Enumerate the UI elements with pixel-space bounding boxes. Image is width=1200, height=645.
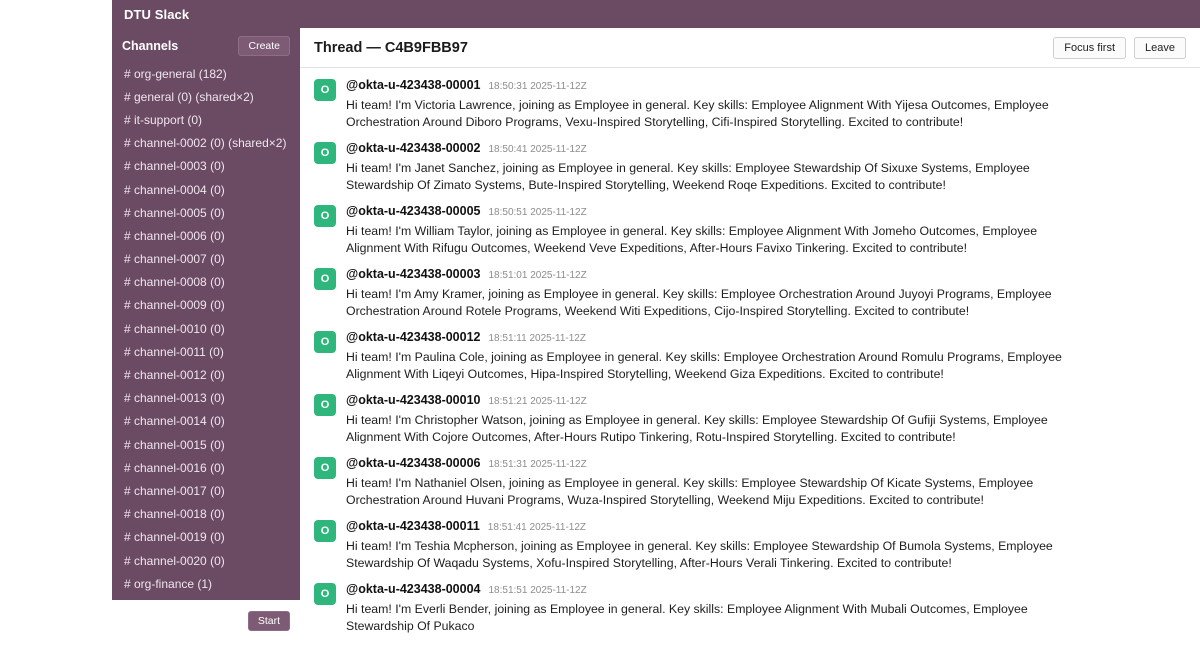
- message-body: [346, 456, 1086, 508]
- app-title: DTU Slack: [124, 6, 190, 22]
- message-body: [346, 393, 1086, 445]
- sidebar-channel-item[interactable]: # channel-0003 (0): [124, 159, 225, 174]
- message-author[interactable]: @okta-u-423438-00005: [346, 204, 481, 218]
- message-timestamp: 18:51:31 2025-11-12Z: [488, 459, 587, 470]
- message-body: [346, 204, 1086, 256]
- sidebar-channel-item[interactable]: # channel-0012 (0): [124, 368, 225, 383]
- channels-label: Channels: [122, 39, 179, 53]
- message-author[interactable]: @okta-u-423438-00012: [346, 330, 481, 344]
- thread-title: Thread — C4B9FBB97: [314, 39, 468, 56]
- avatar[interactable]: O: [314, 205, 336, 227]
- message-body: [346, 330, 1086, 382]
- title-bar-left-gutter: [0, 0, 112, 28]
- avatar[interactable]: O: [314, 268, 336, 290]
- focus-first-button[interactable]: Focus first: [1053, 37, 1126, 59]
- message-timestamp: 18:50:51 2025-11-12Z: [488, 207, 587, 218]
- message-header: [346, 456, 1086, 472]
- message-author[interactable]: @okta-u-423438-00002: [346, 141, 481, 155]
- sidebar: [112, 28, 300, 629]
- sidebar-channel-item[interactable]: # channel-0010 (0): [124, 321, 225, 336]
- app-body: [0, 28, 1200, 633]
- sidebar-channel-item[interactable]: # channel-0016 (0): [124, 460, 225, 475]
- sidebar-channel-item[interactable]: # org-finance (1): [124, 576, 213, 591]
- message-timestamp: 18:50:31 2025-11-12Z: [488, 81, 587, 92]
- message-item: [314, 267, 1186, 319]
- message-body: [346, 78, 1086, 130]
- sidebar-channel-item[interactable]: # channel-0011 (0): [124, 344, 224, 359]
- sidebar-channel-item[interactable]: # channel-0002 (0) (shared×2): [124, 136, 287, 151]
- message-timestamp: 18:51:11 2025-11-12Z: [488, 333, 586, 344]
- message-item: [314, 519, 1186, 571]
- sidebar-channel-item[interactable]: # channel-0005 (0): [124, 205, 225, 220]
- message-item: [314, 204, 1186, 256]
- title-bar: [0, 0, 1200, 28]
- sidebar-channel-item[interactable]: # channel-0020 (0): [124, 553, 225, 568]
- sidebar-channel-item[interactable]: # channel-0015 (0): [124, 437, 225, 452]
- sidebar-channel-item[interactable]: # channel-0008 (0): [124, 275, 225, 290]
- message-timestamp: 18:51:51 2025-11-12Z: [488, 585, 587, 596]
- message-item: [314, 456, 1186, 508]
- message-body: [346, 519, 1086, 571]
- sidebar-channel-item[interactable]: # org-general (182): [124, 66, 227, 81]
- message-list[interactable]: [300, 68, 1200, 645]
- dms-label: DMs: [122, 614, 149, 629]
- message-text: Hi team! I'm Nathaniel Olsen, joining as Employee in general. Key skills: Employee Stewardship Of Kicate Systems, Employee Orchestration Around Huvani Programs, Wuza-Inspired Storytelling, Weekend Miju Expeditions. Excited to contribute!: [346, 476, 1034, 507]
- message-timestamp: 18:51:41 2025-11-12Z: [487, 522, 587, 533]
- avatar[interactable]: O: [314, 520, 336, 542]
- message-text: Hi team! I'm William Taylor, joining as Employee in general. Key skills: Employee Alignment With Jomeho Outcomes, Employee Alignment With Rifugu Outcomes, Weekend Veve Expeditions, After-Hours Favixo Tinkering. Excited to contribute!: [346, 224, 1038, 255]
- message-text: Hi team! I'm Teshia Mcpherson, joining as Employee in general. Key skills: Employee Stewardship Of Bumola Systems, Employee Stewardship Of Waqadu Systems, Xofu-Inspired Storytelling, After-Hours Verali Tinkering. Excited to contribute!: [346, 539, 1053, 570]
- message-header: [346, 393, 1086, 409]
- avatar[interactable]: O: [314, 331, 336, 353]
- message-header: [346, 519, 1086, 535]
- sidebar-channel-item[interactable]: # channel-0009 (0): [124, 298, 225, 313]
- avatar[interactable]: O: [314, 79, 336, 101]
- message-body: [346, 141, 1086, 193]
- sidebar-channel-item[interactable]: # channel-0013 (0): [124, 391, 225, 406]
- thread-header: [300, 28, 1200, 68]
- message-timestamp: 18:51:01 2025-11-12Z: [488, 270, 587, 281]
- sidebar-channel-item[interactable]: # channel-0014 (0): [124, 414, 225, 429]
- message-header: [346, 267, 1086, 283]
- message-header: [346, 582, 1086, 598]
- message-text: Hi team! I'm Janet Sanchez, joining as Employee in general. Key skills: Employee Stewardship Of Sixuxe Systems, Employee Stewardship Of Zimato Systems, Bute-Inspired Storytelling, Weekend Roqe Expeditions. Excited to contribute!: [346, 161, 1030, 192]
- thread-actions: [1053, 37, 1186, 59]
- message-item: [314, 141, 1186, 193]
- sidebar-channel-item[interactable]: # channel-0017 (0): [124, 483, 225, 498]
- message-item: [314, 393, 1186, 445]
- sidebar-channel-item[interactable]: # channel-0007 (0): [124, 252, 225, 267]
- channels-header: [112, 28, 300, 62]
- sidebar-channel-item[interactable]: # channel-0019 (0): [124, 530, 225, 545]
- sidebar-channel-item[interactable]: # channel-0018 (0): [124, 507, 225, 522]
- message-author[interactable]: @okta-u-423438-00010: [346, 393, 481, 407]
- message-author[interactable]: @okta-u-423438-00003: [346, 267, 481, 281]
- message-author[interactable]: @okta-u-423438-00001: [346, 78, 481, 92]
- start-dm-button[interactable]: Start: [248, 611, 290, 631]
- message-header: [346, 78, 1086, 94]
- sidebar-channel-item[interactable]: # it-support (0): [124, 112, 203, 127]
- message-text: Hi team! I'm Christopher Watson, joining as Employee in general. Key skills: Employee Stewardship Of Gufiji Systems, Employee Alignment With Cojore Outcomes, After-Hours Rutipo Tinkering, Rotu-Inspired Storytelling. Excited to contribute!: [346, 413, 1048, 444]
- message-text: Hi team! I'm Everli Bender, joining as Employee in general. Key skills: Employee Alignment With Mubali Outcomes, Employee Stewardship Of Pukaco: [346, 602, 1028, 633]
- sidebar-channel-item[interactable]: # general (0) (shared×2): [124, 89, 254, 104]
- message-text: Hi team! I'm Paulina Cole, joining as Employee in general. Key skills: Employee Orchestration Around Romulu Programs, Employee Alignment With Liqeyi Outcomes, Hipa-Inspired Storytelling, Weekend Giza Expeditions. Excited to contribute!: [346, 350, 1062, 381]
- message-timestamp: 18:51:21 2025-11-12Z: [488, 396, 587, 407]
- message-body: [346, 582, 1086, 634]
- message-author[interactable]: @okta-u-423438-00011: [346, 519, 480, 533]
- message-header: [346, 330, 1086, 346]
- avatar[interactable]: O: [314, 583, 336, 605]
- avatar[interactable]: O: [314, 394, 336, 416]
- message-item: [314, 330, 1186, 382]
- main-panel: [300, 28, 1200, 633]
- sidebar-channel-item[interactable]: # channel-0004 (0): [124, 182, 225, 197]
- dms-header: [112, 599, 300, 637]
- message-header: [346, 204, 1086, 220]
- message-header: [346, 141, 1086, 157]
- channel-list: [112, 62, 300, 599]
- sidebar-channel-item[interactable]: # channel-0006 (0): [124, 228, 225, 243]
- avatar[interactable]: O: [314, 457, 336, 479]
- message-body: [346, 267, 1086, 319]
- left-gutter: [0, 28, 112, 600]
- message-item: [314, 582, 1186, 634]
- message-author[interactable]: @okta-u-423438-00006: [346, 456, 481, 470]
- message-author[interactable]: @okta-u-423438-00004: [346, 582, 481, 596]
- message-text: Hi team! I'm Victoria Lawrence, joining as Employee in general. Key skills: Employee Alignment With Yijesa Outcomes, Employee Orchestration Around Diboro Programs, Vexu-Inspired Storytelling, Cifi-Inspired Storytelling. Excited to contribute!: [346, 98, 1049, 129]
- leave-thread-button[interactable]: Leave: [1134, 37, 1186, 59]
- avatar[interactable]: O: [314, 142, 336, 164]
- message-item: [314, 78, 1186, 130]
- create-channel-button[interactable]: Create: [238, 36, 290, 56]
- message-text: Hi team! I'm Amy Kramer, joining as Employee in general. Key skills: Employee Orchestration Around Juyoyi Programs, Employee Orchestration Around Rotele Programs, Weekend Witi Expeditions, Cijo-Inspired Storytelling. Excited to contribute!: [346, 287, 1052, 318]
- message-timestamp: 18:50:41 2025-11-12Z: [488, 144, 587, 155]
